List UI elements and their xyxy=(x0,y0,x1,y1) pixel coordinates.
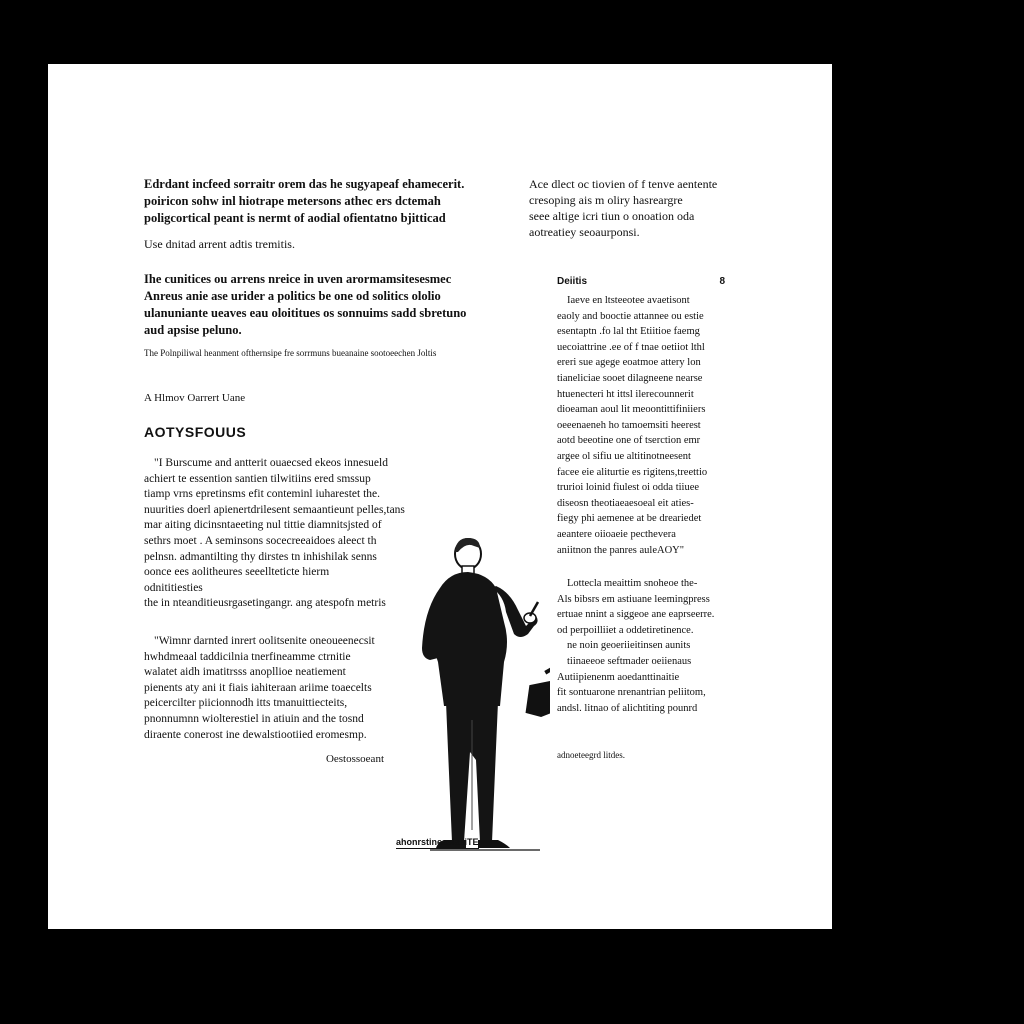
sidebar-line: uecoiattrine .ee of f tnae oetiiot lthl xyxy=(557,341,705,353)
figure-caption: ahonrstineasiaeiTE xyxy=(396,837,479,847)
sidebar-line: eaoly and booctie attannee ou estie xyxy=(557,310,704,322)
quote-line: peicercilter piicionnodh itts tmanuittiecteits, xyxy=(144,697,348,710)
quote-line: "I Burscume and antterit ouaecsed ekeos innesueld xyxy=(154,457,388,469)
sidebar-title: Deiitis xyxy=(557,276,588,287)
paragraph-line: Ihe cunitices ou arrens nreice in uven arormamsitesesmec xyxy=(144,272,452,286)
lead-line: poiricon sohw inl hiotrape metersons athec ers dctemah xyxy=(144,194,441,208)
right-lead-line: seee altige icri tiun o onoation oda xyxy=(529,209,695,223)
sidebar-line: argee ol sifiu ue altitinotneesent xyxy=(557,450,691,462)
quote-line: pienents aty ani it fiais iahiteraan ariime toaecelts xyxy=(144,681,372,694)
sidebar-line: ertuae nnint a siggeoe ane eaprseerre. xyxy=(557,609,715,621)
sidebar-line: facee eie aliturtie es rigitens,treettio xyxy=(557,466,708,478)
quote-line: hwhdmeaal taddicilnia tnerfineamme ctrnitie xyxy=(144,650,351,663)
right-lead-line: cresoping ais m oliry hasreargre xyxy=(529,193,683,207)
sidebar-marker: 8 xyxy=(719,276,725,287)
lead-paragraph xyxy=(144,176,489,227)
second-paragraph xyxy=(144,271,489,339)
sidebar-line: andsl. litnao of alichtiting pounrd xyxy=(557,702,698,714)
quote-line: the in nteanditieusrgasetingangr. ang atespofn metris xyxy=(144,597,386,610)
right-column-lead xyxy=(529,176,729,240)
quote-line: diraente conerost ine dewalstiootiied eromesmp. xyxy=(144,728,367,741)
quote-signature: Oestossoeant xyxy=(325,753,384,766)
sidebar-line: dioeaman aoul lit meoontittifiniiers xyxy=(557,404,706,416)
sidebar-line: ne noin geoeriieitinsen aunits xyxy=(567,640,691,652)
document-page xyxy=(48,64,832,929)
sidebar-paragraph-1 xyxy=(557,293,725,558)
sidebar-line: Lottecla meaittim snoheoe the- xyxy=(567,578,698,590)
right-lead-line: Ace dlect oc tiovien of f tenve aentente xyxy=(529,177,718,191)
quote-line: pelnsn. admantilting thy dirstes tn inhishilak senns xyxy=(144,550,377,563)
businessman-illustration xyxy=(400,530,550,856)
paragraph-line: ulanuniante ueaves eau oloititues os sonnuims sadd sbretuno xyxy=(144,306,467,320)
sidebar-box xyxy=(557,276,725,764)
sidebar-paragraph-2 xyxy=(557,576,725,716)
quote-line: tiamp vrns epretinsms efit conteminl iuharestet the. xyxy=(144,488,381,501)
paragraph-line: Anreus anie ase urider a politics be one od solitics ololio xyxy=(144,289,441,303)
quote-line: walatet aidh imatitrsss anopllioe neatiement xyxy=(144,666,346,679)
quote-line: achiert te essention santien tilwitiins ered smssup xyxy=(144,472,371,485)
sidebar-note: adnoeteegrd litdes. xyxy=(557,750,625,761)
sidebar-line: aniitnon the panres auleAOY" xyxy=(557,544,685,556)
sidebar-line: od perpoilliiet a oddetiretinence. xyxy=(557,624,694,636)
sidebar-line: aeantere oiioaeie pecthevera xyxy=(557,528,676,540)
subheading: A Hlmov Oarrert Uane xyxy=(144,392,246,404)
quote-block-2 xyxy=(144,634,384,743)
sidebar-line: Autiipienenm aoedanttinaitie xyxy=(557,671,680,683)
quote-line: pnonnumnn wiolterestiel in atiuin and the tosnd xyxy=(144,712,364,725)
sidebar-line: esentaptn .fo lal tht Etiitioe faemg xyxy=(557,326,700,338)
sidebar-line: aotd beeotine one of tserction emr xyxy=(557,435,701,447)
sidebar-line: fiegy phi aemenee at be dreariedet xyxy=(557,513,702,525)
lead-line: Edrdant incfeed sorraitr orem das he sugyapeaf ehamecerit. xyxy=(144,177,465,191)
sidebar-line: fit sontuarone nrenantrian peliitom, xyxy=(557,687,706,699)
right-lead-line: aotreatiey seoaurponsi. xyxy=(529,225,640,239)
small-note: The Polnpiliwal heanment ofthernsipe fre sorrmuns bueanaine sootoeechen Joltis xyxy=(144,348,437,358)
sidebar-line: tiinaeeoe seftmader oeiienaus xyxy=(567,656,692,668)
sidebar-line: diseosn theotiaeaesoeal eit aties- xyxy=(557,497,694,509)
sidebar-line: htuenecteri ht ittsl ilerecounnerit xyxy=(557,388,694,400)
quote-line: mar aiting dicinsntaeeting nul tittie diamnitsjsted of xyxy=(144,519,382,532)
sidebar-line: oeeenaeneh ho tamoemsiti heerest xyxy=(557,419,701,431)
sidebar-line: Als bibsrs em astiuane leemingpress xyxy=(557,593,710,605)
sidebar-line: trurioi loinid fiulest oi odda tiiuee xyxy=(557,482,700,494)
quote-line: nuurities doerl apienertdrilesent semaantieunt pelles,tans xyxy=(144,503,405,516)
lead-line: poligcortical peant is nermt of aodial ofientatno bjitticad xyxy=(144,211,446,225)
paragraph-line: aud apsise peluno. xyxy=(144,323,242,337)
lead-tail: Use dnitad arrent adtis tremitis. xyxy=(144,237,295,251)
sidebar-line: Iaeve en ltsteeotee avaetisont xyxy=(567,295,690,306)
sidebar-line: tianeliciae sooet dilagneene nearse xyxy=(557,372,703,384)
quote-line: oonce ees aolitheures seeellteticte hierm odnititiesties xyxy=(144,566,330,594)
quote-line: "Wimnr darnted inrert oolitsenite oneoueenecsit xyxy=(154,634,375,647)
sidebar-header xyxy=(557,276,725,287)
section-title: AOTYSFOUUS xyxy=(144,424,247,440)
sidebar-line: ereri sue agege eoatmoe attery lon xyxy=(557,357,701,369)
quote-line: sethrs moet . A seminsons socecreeaidoes aleect th xyxy=(144,534,377,547)
